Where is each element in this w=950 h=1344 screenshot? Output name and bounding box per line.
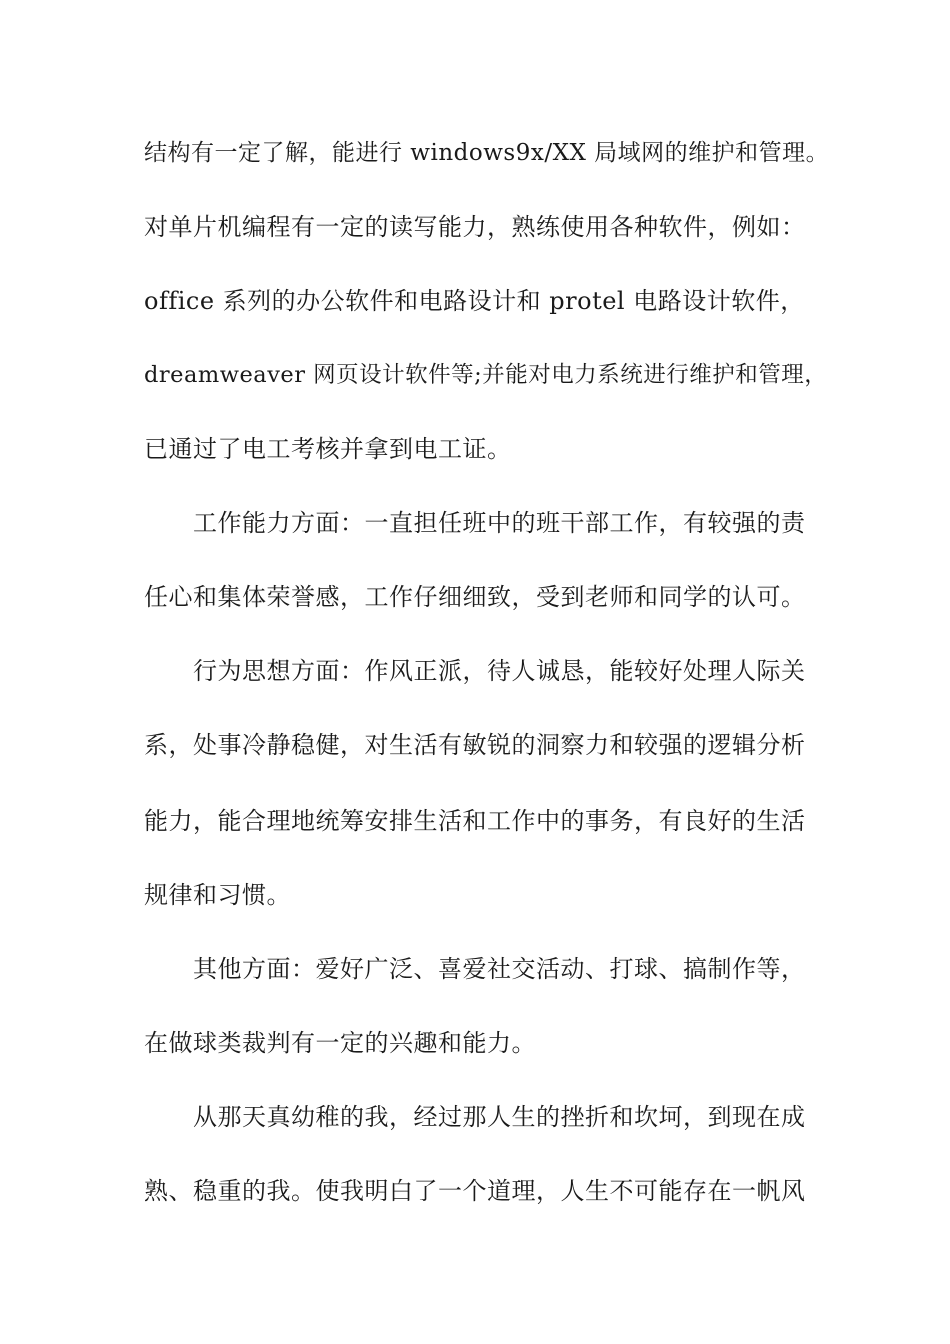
text-line: 能力，能合理地统筹安排生活和工作中的事务，有良好的生活 — [144, 807, 806, 835]
paragraph-first-line: 工作能力方面：一直担任班中的班干部工作，有较强的责 — [193, 509, 806, 537]
text-line: 任心和集体荣誉感，工作仔细细致，受到老师和同学的认可。 — [144, 583, 806, 611]
paragraph-first-line: 其他方面：爱好广泛、喜爱社交活动、打球、搞制作等， — [193, 955, 806, 983]
text-line: dreamweaver 网页设计软件等;并能对电力系统进行维护和管理， — [144, 362, 828, 388]
text-line: 在做球类裁判有一定的兴趣和能力。 — [144, 1029, 536, 1057]
text-line: 规律和习惯。 — [144, 881, 291, 909]
text-line: 熟、稳重的我。使我明白了一个道理，人生不可能存在一帆风 — [144, 1177, 806, 1205]
text-line: office 系列的办公软件和电路设计和 protel 电路设计软件， — [144, 287, 805, 315]
text-line: 结构有一定了解，能进行 windows9x/XX 局域网的维护和管理。 — [144, 140, 830, 166]
paragraph-first-line: 从那天真幼稚的我，经过那人生的挫折和坎坷，到现在成 — [193, 1103, 806, 1131]
text-line: 对单片机编程有一定的读写能力，熟练使用各种软件，例如： — [144, 213, 806, 241]
text-line: 系，处事冷静稳健，对生活有敏锐的洞察力和较强的逻辑分析 — [144, 731, 806, 759]
paragraph-first-line: 行为思想方面：作风正派，待人诚恳，能较好处理人际关 — [193, 657, 806, 685]
text-line: 已通过了电工考核并拿到电工证。 — [144, 435, 512, 463]
